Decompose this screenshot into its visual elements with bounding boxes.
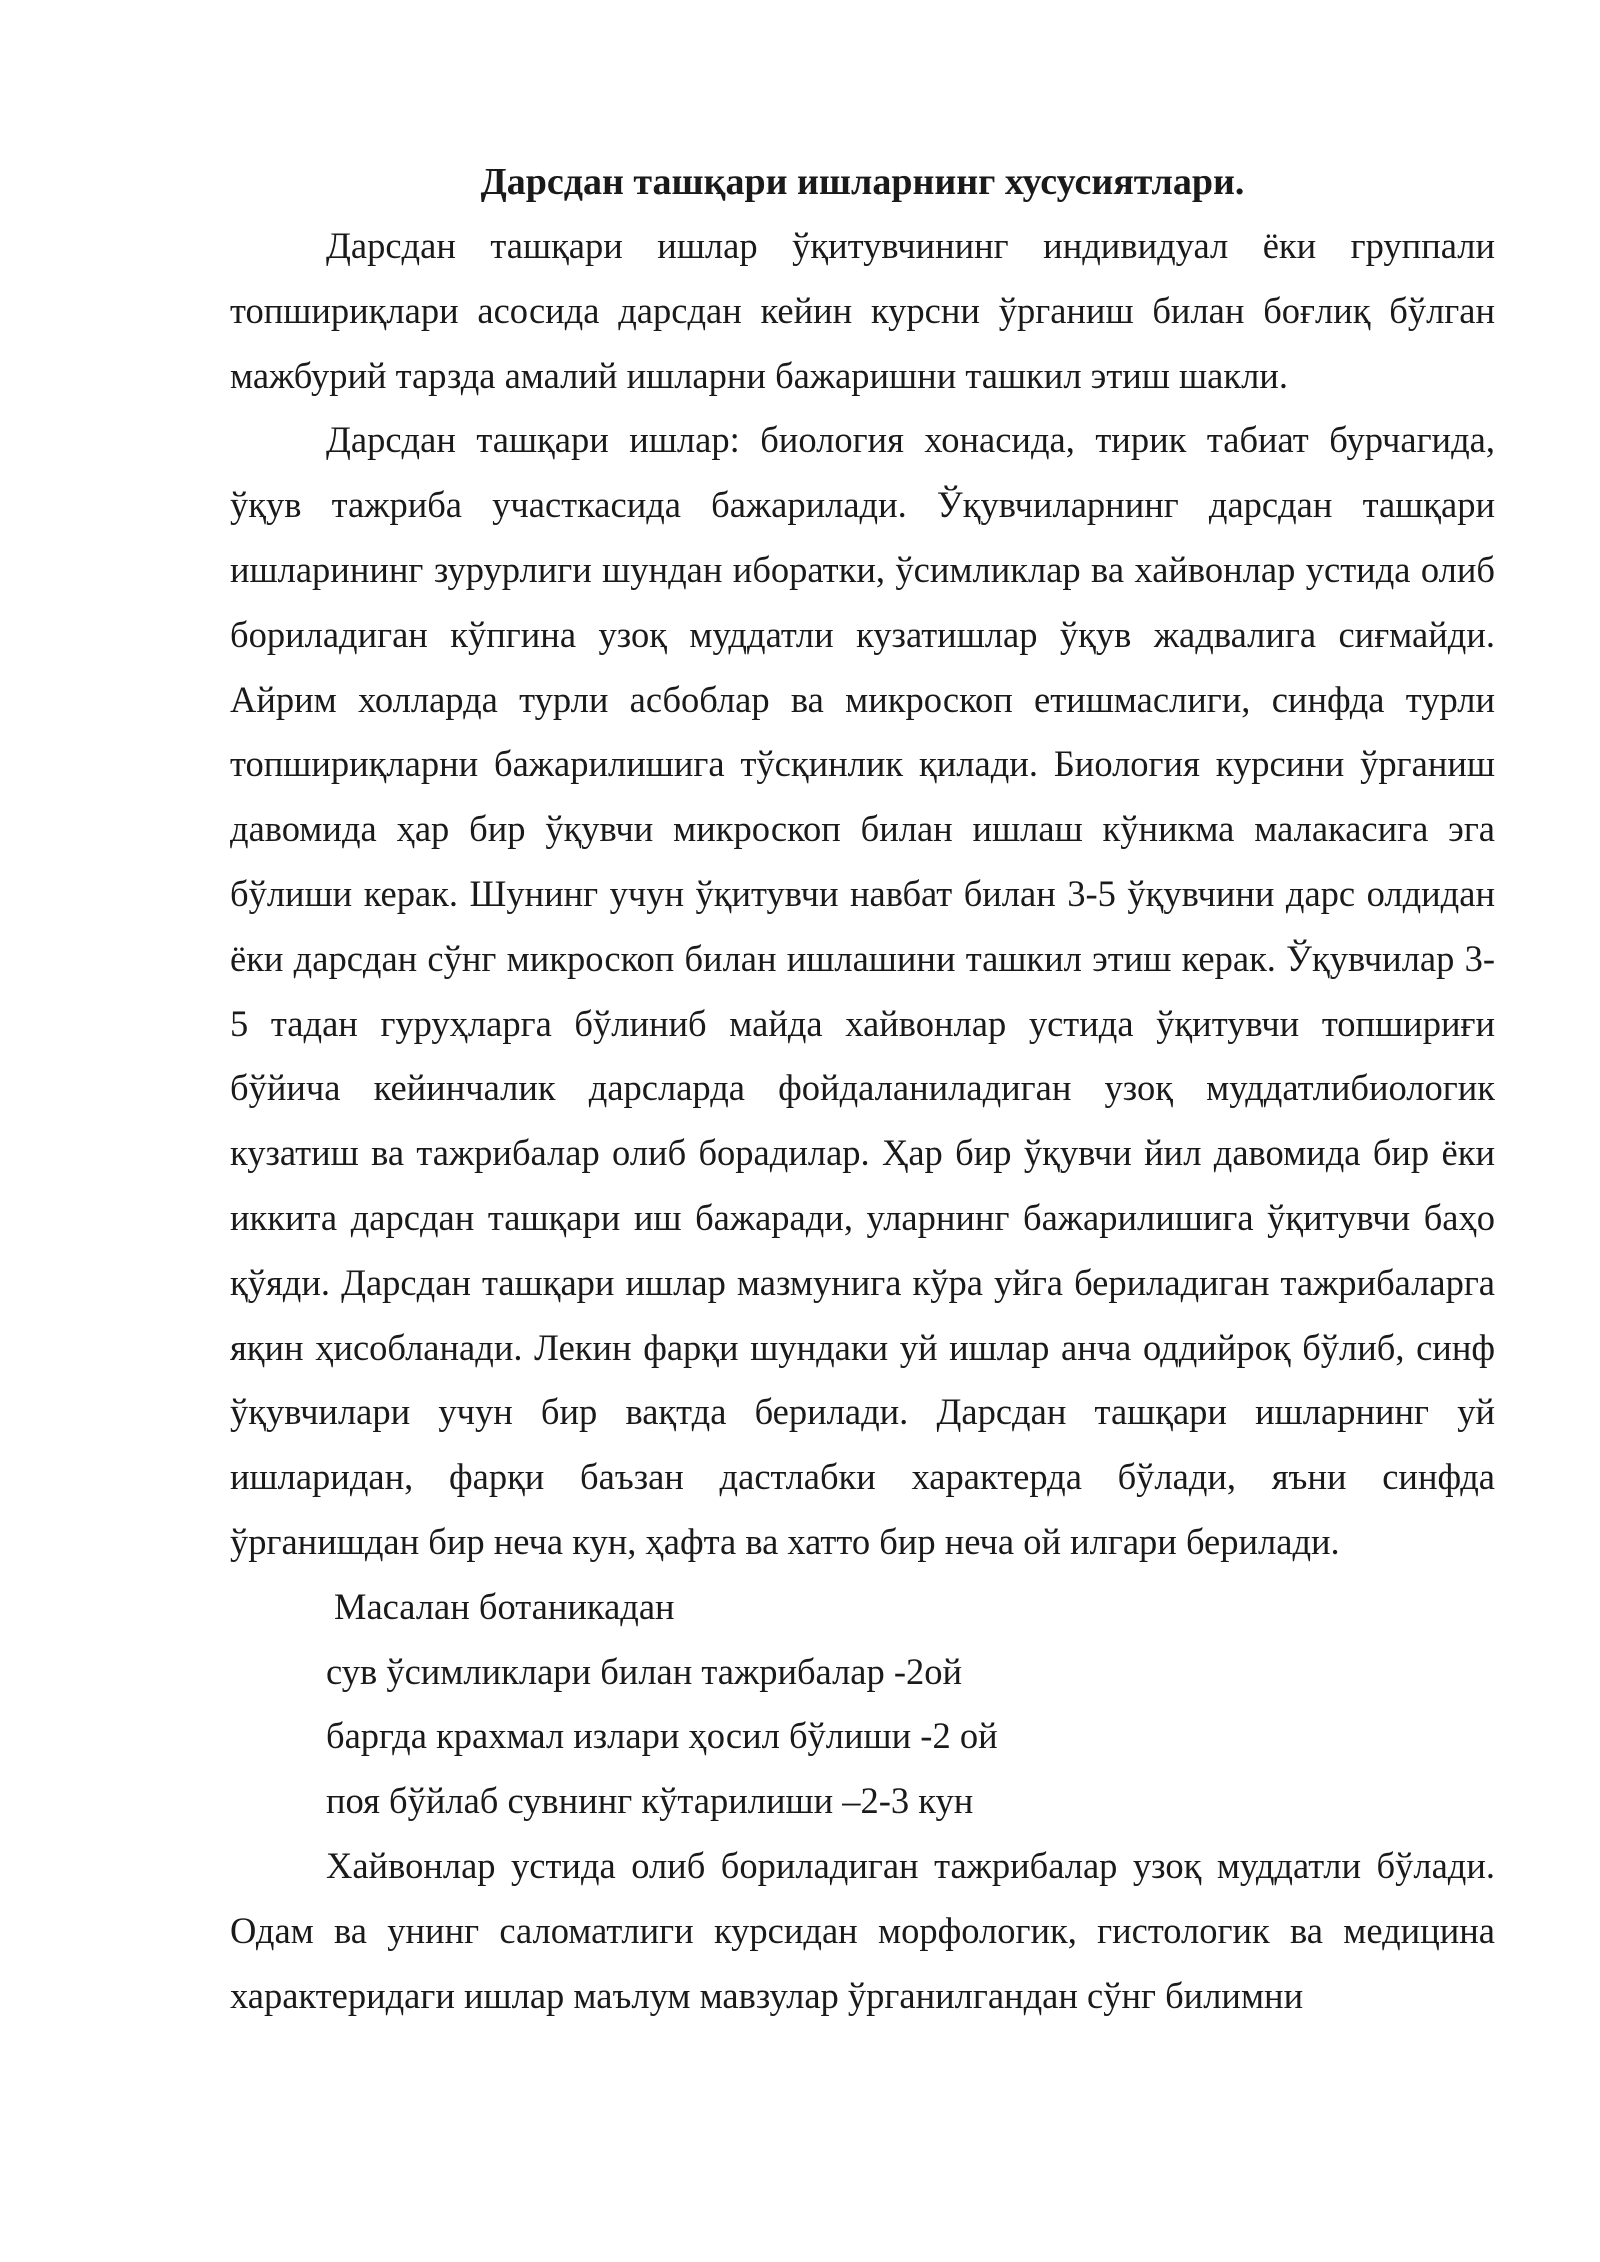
document-title: Дарсдан ташқари ишларнинг хусусиятлари. [480,161,1245,203]
paragraph-closing: Хайвонлар устида олиб бориладиган тажрибалар узоқ муддатли бўлади. Одам ва унинг саломатлиги курсидан морфологик, гистологик ва медицина характеридаги ишлар маълум мавзулар ўрганилгандан сўнг билимни [230,1844,1495,2016]
paragraph-main: Дарсдан ташқари ишлар: биология хонасида, тирик табиат бурчагида, ўқув тажриба участкасида бажарилади. Ўқувчиларнинг дарсдан ташқари ишларининг зурурлиги шундан иборатки, ўсимликлар ва хайвонлар устида олиб бориладиган кўпгина узоқ муддатли кузатишлар ўқув жадвалига сиғмайди. Айрим холларда турли асбоблар ва микроскоп етишмаслиги, синфда турли топшириқларни бажарилишига тўсқинлик қилади. Биология курсини ўрганиш давомида ҳар бир ўқувчи микроскоп билан ишлаш кўникма малакасига эга бўлиши керак. Шунинг учун ўқитувчи навбат билан 3-5 ўқувчини дарс олдидан ёки дарсдан сўнг микроскоп билан ишлашини ташкил этиш керак. Ўқувчилар 3-5 тадан гуруҳларга бўлиниб майда хайвонлар устида ўқитувчи топшириғи бўйича кейинчалик дарсларда фойдаланиладиган узоқ муддатлибиологик кузатиш ва тажрибалар олиб борадилар. Ҳар бир ўқувчи йил давомида бир ёки иккита дарсдан ташқари иш бажаради, уларнинг бажарилишига ўқитувчи баҳо қўяди. Дарсдан ташқари ишлар мазмунига кўра уйга бериладиган тажрибаларга яқин ҳисобланади. Лекин фарқи шундаки уй ишлар анча оддийроқ бўлиб, синф ўқувчилари учун бир вақтда берилади. Дарсдан ташқари ишларнинг уй ишларидан, фарқи баъзан дастлабки характерда бўлади, яъни синфда ўрганишдан бир неча кун, ҳафта ва хатто бир неча ой илгари берилади. [230,419,1495,1562]
example-item: поя бўйлаб сувнинг кўтарилиши –2-3 кун [326,1780,974,1822]
paragraph-definition: Дарсдан ташқари ишлар ўқитувчининг индивидуал ёки группали топшириқлари асосида дарсдан кейин курсни ўрганиш билан боғлиқ бўлган мажбурий тарзда амалий ишларни бажаришни ташкил этиш шакли. [230,225,1495,396]
example-lead: Масалан ботаникадан [334,1585,675,1627]
example-item: баргда крахмал излари ҳосил бўлиши -2 ой [326,1715,998,1757]
example-item: сув ўсимликлари билан тажрибалар -2ой [326,1650,963,1692]
document-page [230,150,1495,2028]
